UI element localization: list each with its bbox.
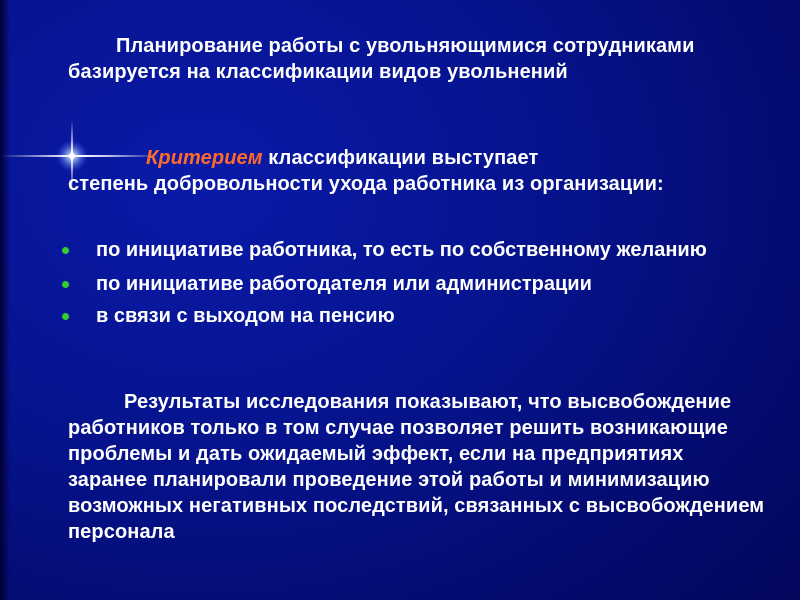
- list-item-text: по инициативе работника, то есть по собственному желанию: [96, 239, 707, 261]
- criterion-line2-text: степень добровольности ухода работника из организации:: [68, 173, 664, 195]
- list-item-text: в связи с выходом на пенсию: [96, 305, 395, 327]
- list-item: [62, 270, 772, 298]
- green-dot-icon: [62, 281, 69, 288]
- criterion-paragraph: [68, 145, 768, 197]
- results-paragraph: [68, 389, 768, 545]
- green-dot-icon: [62, 313, 69, 320]
- list-item-text: по инициативе работодателя или администрации: [96, 273, 592, 295]
- intro-text: Планирование работы с увольняющимися сотрудниками базируется на классификации видов увольнений: [68, 35, 695, 83]
- dismissal-types-list: [62, 236, 772, 330]
- list-item: [62, 302, 772, 330]
- intro-paragraph: [68, 33, 768, 85]
- criterion-line1-text: классификации выступает: [262, 147, 539, 169]
- results-text: Результаты исследования показывают, что высвобождение работников только в том случае позволяет решить возникающие проблемы и дать ожидаемый эффект, если на предприятиях заранее планировали проведение этой работы и минимизацию возможных негативных последствий, связанных с высвобождением персонала: [68, 391, 765, 543]
- green-dot-icon: [62, 247, 69, 254]
- criterion-accent-word: Критерием: [146, 147, 263, 169]
- list-item: [62, 236, 772, 264]
- slide-left-edge: [0, 0, 10, 600]
